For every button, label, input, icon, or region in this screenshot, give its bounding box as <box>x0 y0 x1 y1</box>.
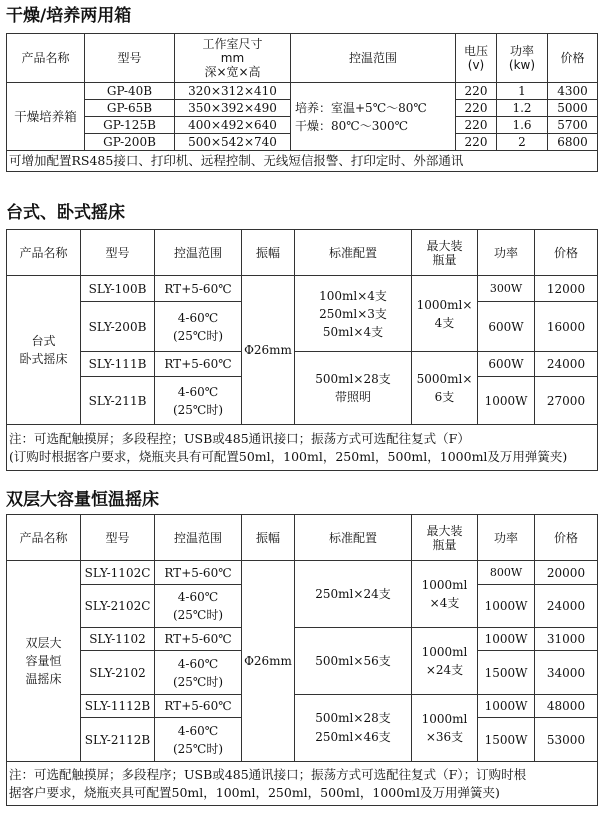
temp-line: RT+5-60℃ <box>164 357 232 371</box>
table-row <box>7 352 598 377</box>
large-shaker-table <box>6 514 598 806</box>
model-cell: SLY-2102C <box>81 585 155 628</box>
amplitude: Φ26mm <box>242 276 295 425</box>
product-name-line: 双层大 <box>25 636 62 650</box>
product-name <box>7 561 81 762</box>
drying-incubator-table <box>6 33 598 172</box>
model-cell: SLY-100B <box>81 276 155 302</box>
config-cell <box>295 276 412 352</box>
capacity-line: 1000ml <box>421 712 468 726</box>
note-row <box>7 151 598 172</box>
price-cell: 6800 <box>548 134 598 151</box>
header-size <box>175 34 291 83</box>
model-cell: SLY-2102 <box>81 651 155 695</box>
temp-line: (25℃时) <box>172 608 224 622</box>
power-cell: 1000W <box>478 628 535 651</box>
power-cell: 1.6 <box>497 117 548 134</box>
model-cell: SLY-211B <box>81 377 155 425</box>
product-name-line: 容量恒 <box>25 654 62 668</box>
model-cell: SLY-1112B <box>81 695 155 718</box>
capacity-line: 1000ml <box>421 645 468 659</box>
table-header-row <box>7 230 598 276</box>
model-cell: SLY-2112B <box>81 718 155 762</box>
temp-line: (25℃时) <box>172 674 224 689</box>
header-capacity-line: 最大装 <box>426 523 463 538</box>
note-row <box>7 425 598 471</box>
temp-line: RT+5-60℃ <box>164 281 232 296</box>
section-title-large-shaker: 双层大容量恒温摇床 <box>6 490 159 510</box>
temp-cell <box>155 718 242 762</box>
power-cell: 2 <box>497 134 548 151</box>
power-cell: 1000W <box>478 377 535 425</box>
table-row <box>7 695 598 718</box>
price-cell: 12000 <box>535 276 598 302</box>
header-capacity-line: 最大装 <box>426 238 463 253</box>
power-cell: 1 <box>497 83 548 100</box>
price-cell: 31000 <box>535 628 598 651</box>
header-model: 型号 <box>85 34 175 83</box>
temp-line: 4-60℃ <box>177 384 219 399</box>
temp-line: RT+5-60℃ <box>164 632 232 646</box>
capacity-cell <box>412 352 478 425</box>
power-cell: 1500W <box>478 718 535 762</box>
header-name: 产品名称 <box>7 34 85 83</box>
temp-line: (25℃时) <box>172 328 224 343</box>
header-price: 价格 <box>548 34 598 83</box>
model-cell: GP-65B <box>85 100 175 117</box>
model-cell: GP-125B <box>85 117 175 134</box>
capacity-line: 4支 <box>434 315 455 330</box>
product-name <box>7 276 81 425</box>
header-model: 型号 <box>81 230 155 276</box>
config-line: 500ml×28支 <box>315 372 391 386</box>
temp-cell <box>155 352 242 377</box>
temp-line: 4-60℃ <box>177 590 219 604</box>
section-note <box>7 762 598 806</box>
size-cell: 500×542×740 <box>175 134 291 151</box>
config-line: 500ml×28支 <box>315 711 391 725</box>
price-cell: 27000 <box>535 377 598 425</box>
header-capacity-line: 瓶量 <box>432 252 457 267</box>
note-line: (订购时根据客户要求，烧瓶夹具有可配置50ml，100ml，250ml，500ml，1000ml及万用弹簧夹) <box>9 448 568 464</box>
model-cell: GP-40B <box>85 83 175 100</box>
temp-cell <box>155 302 242 352</box>
size-cell: 400×492×640 <box>175 117 291 134</box>
temp-cell <box>155 651 242 695</box>
power-cell: 1500W <box>478 651 535 695</box>
section-note <box>7 425 598 471</box>
price-cell: 48000 <box>535 695 598 718</box>
header-config: 标准配置 <box>295 230 412 276</box>
header-capacity <box>412 515 478 561</box>
model-cell: SLY-1102C <box>81 561 155 585</box>
temp-cell <box>155 628 242 651</box>
header-temp: 控温范围 <box>155 515 242 561</box>
product-name-line: 卧式摇床 <box>19 352 68 366</box>
temp-line: 4-60℃ <box>177 656 219 671</box>
header-power-line: 功率 <box>509 44 534 58</box>
table-header-row <box>7 34 598 83</box>
power-cell: 600W <box>478 352 535 377</box>
model-cell: GP-200B <box>85 134 175 151</box>
price-cell: 4300 <box>548 83 598 100</box>
config-line: 100ml×4支 <box>319 288 387 303</box>
temp-range <box>291 83 456 151</box>
shaker-table <box>6 229 598 471</box>
temp-line: (25℃时) <box>172 741 224 756</box>
size-cell: 350×392×490 <box>175 100 291 117</box>
config-line: 250ml×24支 <box>315 587 391 601</box>
capacity-line: ×4支 <box>429 596 460 610</box>
product-name-line: 台式 <box>31 334 56 348</box>
capacity-cell <box>412 695 478 762</box>
capacity-cell <box>412 276 478 352</box>
header-model: 型号 <box>81 515 155 561</box>
voltage-cell: 220 <box>456 83 497 100</box>
table-row <box>7 276 598 302</box>
price-cell: 24000 <box>535 585 598 628</box>
header-voltage-line: (v) <box>467 58 485 72</box>
temp-cell <box>155 377 242 425</box>
capacity-line: 6支 <box>434 390 455 404</box>
note-line: 注：可选配触摸屏；多段程序；USB或485通讯接口；振荡方式可选配往复式（F）；订购时根 <box>9 766 527 782</box>
voltage-cell: 220 <box>456 117 497 134</box>
size-cell: 320×312×410 <box>175 83 291 100</box>
temp-cell <box>155 276 242 302</box>
capacity-cell <box>412 628 478 695</box>
config-line: 250ml×3支 <box>319 306 387 321</box>
price-cell: 53000 <box>535 718 598 762</box>
header-size-line: mm <box>220 51 245 65</box>
temp-line: 4-60℃ <box>177 723 219 738</box>
config-cell <box>295 352 412 425</box>
temp-line: RT+5-60℃ <box>164 699 232 713</box>
price-cell: 34000 <box>535 651 598 695</box>
model-cell: SLY-111B <box>81 352 155 377</box>
capacity-line: 1000ml× <box>416 297 473 312</box>
header-power <box>497 34 548 83</box>
temp-line: (25℃时) <box>172 402 224 417</box>
capacity-cell <box>412 561 478 628</box>
voltage-cell: 220 <box>456 100 497 117</box>
temp-cell <box>155 695 242 718</box>
section-title-drying-incubator: 干燥/培养两用箱 <box>6 6 132 26</box>
temp-line: RT+5-60℃ <box>164 565 232 580</box>
temp-line: 4-60℃ <box>177 310 219 325</box>
header-name: 产品名称 <box>7 515 81 561</box>
header-amplitude: 振幅 <box>242 230 295 276</box>
capacity-line: 5000ml× <box>416 372 473 386</box>
config-cell <box>295 561 412 628</box>
header-capacity <box>412 230 478 276</box>
header-voltage <box>456 34 497 83</box>
note-line: 注：可选配触摸屏；多段程控；USB或485通讯接口；振荡方式可选配往复式（F） <box>9 430 470 446</box>
price-cell: 5000 <box>548 100 598 117</box>
header-power-line: (kw) <box>508 58 536 72</box>
temp-range-line: 培养：室温+5℃～80℃ <box>295 100 427 115</box>
header-amplitude: 振幅 <box>242 515 295 561</box>
config-line: 500ml×56支 <box>315 654 391 668</box>
header-temp: 控温范围 <box>155 230 242 276</box>
header-capacity-line: 瓶量 <box>432 537 457 552</box>
price-cell: 24000 <box>535 352 598 377</box>
voltage-cell: 220 <box>456 134 497 151</box>
temp-range-line: 干燥：80℃～300℃ <box>295 118 409 133</box>
product-name: 干燥培养箱 <box>7 83 85 151</box>
capacity-line: ×36支 <box>425 730 464 744</box>
header-power: 功率 <box>478 515 535 561</box>
header-temp: 控温范围 <box>291 34 456 83</box>
table-row <box>7 83 598 100</box>
config-cell <box>295 628 412 695</box>
price-cell: 5700 <box>548 117 598 134</box>
amplitude: Φ26mm <box>242 561 295 762</box>
temp-cell <box>155 585 242 628</box>
config-line: 50ml×4支 <box>322 324 384 339</box>
section-note: 可增加配置RS485接口、打印机、远程控制、无线短信报警、打印定时、外部通讯 <box>7 151 598 172</box>
header-power: 功率 <box>478 230 535 276</box>
section-title-shaker: 台式、卧式摇床 <box>6 203 125 223</box>
model-cell: SLY-200B <box>81 302 155 352</box>
header-config: 标准配置 <box>295 515 412 561</box>
header-size-line: 工作室尺寸 <box>202 37 263 51</box>
power-cell: 1000W <box>478 695 535 718</box>
power-cell: 300W <box>478 276 535 302</box>
capacity-line: ×24支 <box>425 663 464 677</box>
header-voltage-line: 电压 <box>463 44 488 58</box>
power-cell: 800W <box>478 561 535 585</box>
power-cell: 1000W <box>478 585 535 628</box>
price-cell: 16000 <box>535 302 598 352</box>
header-price: 价格 <box>535 515 598 561</box>
config-line: 250ml×46支 <box>315 730 391 744</box>
header-size-line: 深×宽×高 <box>204 65 261 79</box>
table-row <box>7 628 598 651</box>
power-cell: 1.2 <box>497 100 548 117</box>
header-price: 价格 <box>535 230 598 276</box>
config-line: 带照明 <box>334 390 371 404</box>
note-row <box>7 762 598 806</box>
table-row <box>7 561 598 585</box>
product-name-line: 温摇床 <box>25 672 62 686</box>
header-name: 产品名称 <box>7 230 81 276</box>
note-line: 据客户要求，烧瓶夹具可配置50ml，100ml，250ml，500ml，1000ml及万用弹簧夹) <box>9 784 500 800</box>
config-cell <box>295 695 412 762</box>
capacity-line: 1000ml <box>421 578 468 592</box>
model-cell: SLY-1102 <box>81 628 155 651</box>
temp-cell <box>155 561 242 585</box>
power-cell: 600W <box>478 302 535 352</box>
price-cell: 20000 <box>535 561 598 585</box>
table-header-row <box>7 515 598 561</box>
